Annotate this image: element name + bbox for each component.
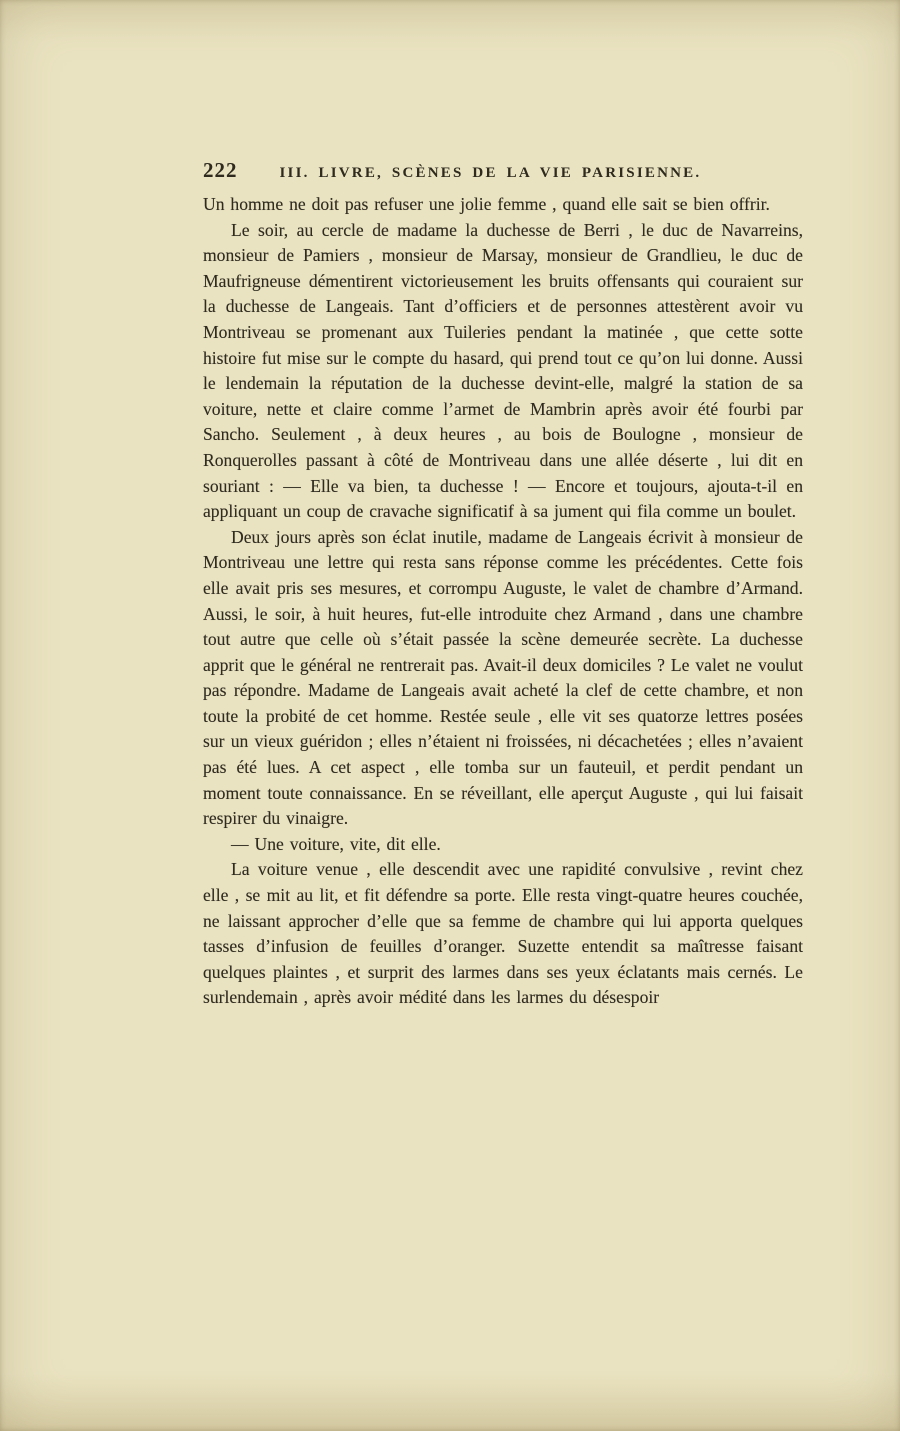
paragraph: Un homme ne doit pas refuser une jolie femme , quand elle sait se bien offrir. [203, 194, 770, 214]
paragraph: — Une voiture, vite, dit elle. [231, 833, 441, 854]
paragraph: Le soir, au cercle de madame la duchesse de Berri , le duc de Navarreins, monsieur de Pamiers , monsieur de Marsay, monsieur de Grandlieu, le duc de Maufrigneuse démentirent victorieusement les bruits offensants qui couraient sur la duchesse de Langeais. Tant d’officiers et de personnes attestèrent avoir vu Montriveau se promenant aux Tuileries pendant la matinée , que cette sotte histoire fut mise sur le compte du hasard, qui prend tout ce qu’on lui donne. Aussi le lendemain la réputation de la duchesse devint-elle, malgré la station de sa voiture, nette et claire comme l’armet de Mambrin après avoir été fourbi par Sancho. Seulement , à deux heures , au bois de Boulogne , monsieur de Ronquerolles passant à côté de Montriveau dans une allée déserte , lui dit en souriant : — Elle va bien, ta duchesse ! — Encore et toujours, ajouta-t-il en appliquant un coup de cravache significatif à sa jument qui fila comme un boulet. [203, 219, 803, 522]
text-block [203, 158, 803, 1011]
paragraph: Deux jours après son éclat inutile, madame de Langeais écrivit à monsieur de Montriveau une lettre qui resta sans réponse comme les précédentes. Cette fois elle avait pris ses mesures, et corrompu Auguste, le valet de chambre d’Armand. Aussi, le soir, à huit heures, fut-elle introduite chez Armand , dans une chambre tout autre que celle où s’était passée la scène demeurée secrète. La duchesse apprit que le général ne rentrerait pas. Avait-il deux domiciles ? Le valet ne voulut pas répondre. Madame de Langeais avait acheté la clef de cette chambre, et non toute la probité de cet homme. Restée seule , elle vit ses quatorze lettres posées sur un vieux guéridon ; elles n’étaient ni froissées, ni décachetées ; elles n’avaient pas été lues. A cet aspect , elle tomba sur un fauteuil, et perdit pendant un moment toute connaissance. En se réveillant, elle aperçut Auguste , qui lui faisait respirer du vinaigre. [203, 526, 803, 829]
page-header [203, 158, 803, 183]
page-number: 222 [203, 158, 238, 182]
paragraph: La voiture venue , elle descendit avec une rapidité convulsive , revint chez elle , se mit au lit, et fit défendre sa porte. Elle resta vingt-quatre heures couchée, ne laissant approcher d’elle que sa femme de chambre qui lui apporta quelques tasses d’infusion de feuilles d’oranger. Suzette entendit sa maîtresse faisant quelques plaintes , et surprit des larmes dans ses yeux éclatants mais cernés. Le surlendemain , après avoir médité dans les larmes du désespoir [203, 859, 803, 1008]
body-text [203, 192, 803, 1011]
running-title: III. LIVRE, SCÈNES DE LA VIE PARISIENNE. [279, 165, 702, 181]
